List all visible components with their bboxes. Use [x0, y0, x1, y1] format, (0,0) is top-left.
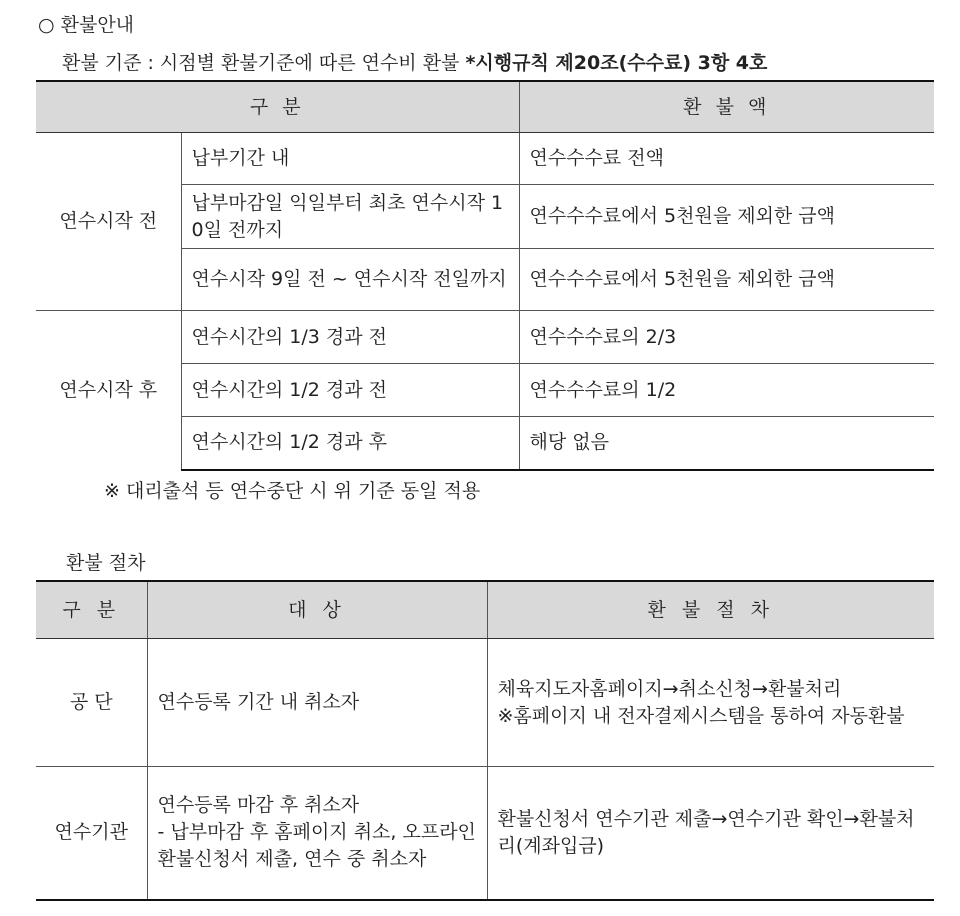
- group-label-before: 연수시작 전: [36, 133, 181, 311]
- target-cell: 연수등록 기간 내 취소자: [147, 639, 487, 767]
- refund-procedure-table: [36, 580, 934, 901]
- amount-cell: 해당 없음: [519, 417, 934, 470]
- header-process: 환 불 절 차: [487, 581, 934, 639]
- period-cell: 연수시간의 1/2 경과 전: [181, 364, 519, 417]
- table-row: [36, 767, 934, 900]
- table-row: [36, 133, 934, 185]
- section-heading: ○ 환불안내: [38, 14, 135, 36]
- process-line: 체육지도자홈페이지→취소신청→환불처리: [497, 677, 842, 700]
- table-header-row: [36, 81, 934, 133]
- header-target: 대 상: [147, 581, 487, 639]
- target-line: 연수등록 마감 후 취소자: [157, 794, 360, 817]
- criteria-regulation: *시행규칙 제20조(수수료) 3항 4호: [465, 52, 768, 74]
- period-cell: 납부기간 내: [181, 133, 519, 185]
- refund-amount-table: [36, 80, 934, 471]
- table-row: [36, 639, 934, 767]
- process-line: ※홈페이지 내 전자결제시스템을 통하여 자동환불: [497, 704, 905, 727]
- category-cell: 연수기관: [36, 767, 147, 900]
- table-row: [36, 311, 934, 364]
- process-cell: 환불신청서 연수기관 제출→연수기관 확인→환불처리(계좌입금): [487, 767, 934, 900]
- period-cell: 연수시작 9일 전 ~ 연수시작 전일까지: [181, 249, 519, 311]
- period-cell: 연수시간의 1/2 경과 후: [181, 417, 519, 470]
- header-category: 구 분: [36, 81, 519, 133]
- header-amount: 환 불 액: [519, 81, 934, 133]
- period-cell: 납부마감일 익일부터 최초 연수시작 10일 전까지: [181, 185, 519, 249]
- note-text: ※ 대리출석 등 연수중단 시 위 기준 동일 적용: [104, 480, 481, 502]
- category-cell: 공 단: [36, 639, 147, 767]
- amount-cell: 연수수수료에서 5천원을 제외한 금액: [519, 185, 934, 249]
- amount-cell: 연수수수료의 2/3: [519, 311, 934, 364]
- group-label-after: 연수시작 후: [36, 311, 181, 470]
- amount-cell: 연수수수료에서 5천원을 제외한 금액: [519, 249, 934, 311]
- amount-cell: 연수수수료 전액: [519, 133, 934, 185]
- target-line: - 납부마감 후 홈페이지 취소, 오프라인 환불신청서 제출, 연수 중 취소자: [157, 821, 476, 871]
- amount-cell: 연수수수료의 1/2: [519, 364, 934, 417]
- header-category: 구 분: [36, 581, 147, 639]
- target-cell: [147, 767, 487, 900]
- period-cell: 연수시간의 1/3 경과 전: [181, 311, 519, 364]
- procedure-title: 환불 절차: [66, 552, 146, 574]
- criteria-prefix: 환불 기준 : 시점별 환불기준에 따른 연수비 환불: [62, 52, 466, 74]
- table-header-row: [36, 581, 934, 639]
- process-cell: [487, 639, 934, 767]
- refund-criteria: [62, 48, 767, 75]
